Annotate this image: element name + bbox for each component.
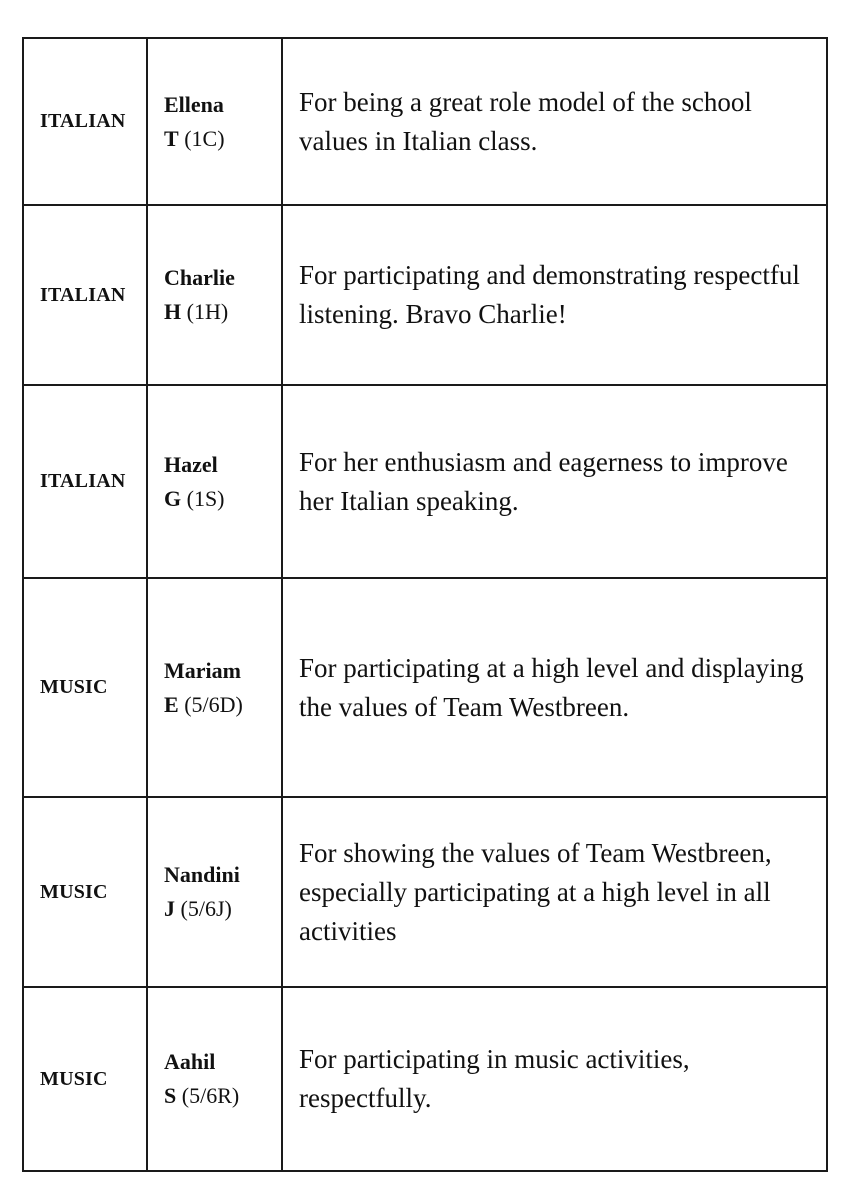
student-cell [147,205,282,385]
awards-table [22,37,828,1172]
reason-cell: For showing the values of Team Westbreen, especially participating at a high level in all activities [282,797,827,987]
student-class: (5/6R) [181,1083,240,1108]
reason-cell: For participating and demonstrating respectful listening. Bravo Charlie! [282,205,827,385]
student-initial: E [164,691,179,717]
student-class: (1C) [184,125,225,151]
table-row [23,38,827,205]
table-row [23,987,827,1171]
subject-cell: ITALIAN [23,38,147,205]
table-row [23,797,827,987]
student-initial: T [164,125,179,151]
subject-cell: ITALIAN [23,385,147,578]
student-cell [147,385,282,578]
student-cell [147,38,282,205]
student-first-name: Mariam [164,657,241,683]
table-row [23,385,827,578]
subject-cell: ITALIAN [23,205,147,385]
table-row [23,578,827,797]
student-first-name: Hazel [164,451,218,477]
student-cell [147,797,282,987]
student-class: (1S) [186,485,225,511]
student-first-name: Aahil [164,1049,216,1074]
student-initial: J [164,896,175,921]
student-initial: H [164,299,182,324]
reason-cell: For being a great role model of the school values in Italian class. [282,38,827,205]
reason-cell: For participating at a high level and displaying the values of Team Westbreen. [282,578,827,797]
student-first-name: Charlie [164,265,235,290]
student-class: (5/6J) [180,896,232,921]
student-class: (1H) [186,299,229,324]
student-class: (5/6D) [184,691,243,717]
subject-cell: MUSIC [23,797,147,987]
student-first-name: Ellena [164,91,224,117]
subject-cell: MUSIC [23,578,147,797]
student-cell [147,987,282,1171]
subject-cell: MUSIC [23,987,147,1171]
reason-cell: For her enthusiasm and eagerness to improve her Italian speaking. [282,385,827,578]
table-row [23,205,827,385]
student-cell [147,578,282,797]
reason-cell: For participating in music activities, respectfully. [282,987,827,1171]
student-initial: G [164,485,182,511]
student-first-name: Nandini [164,862,240,887]
student-initial: S [164,1083,177,1108]
